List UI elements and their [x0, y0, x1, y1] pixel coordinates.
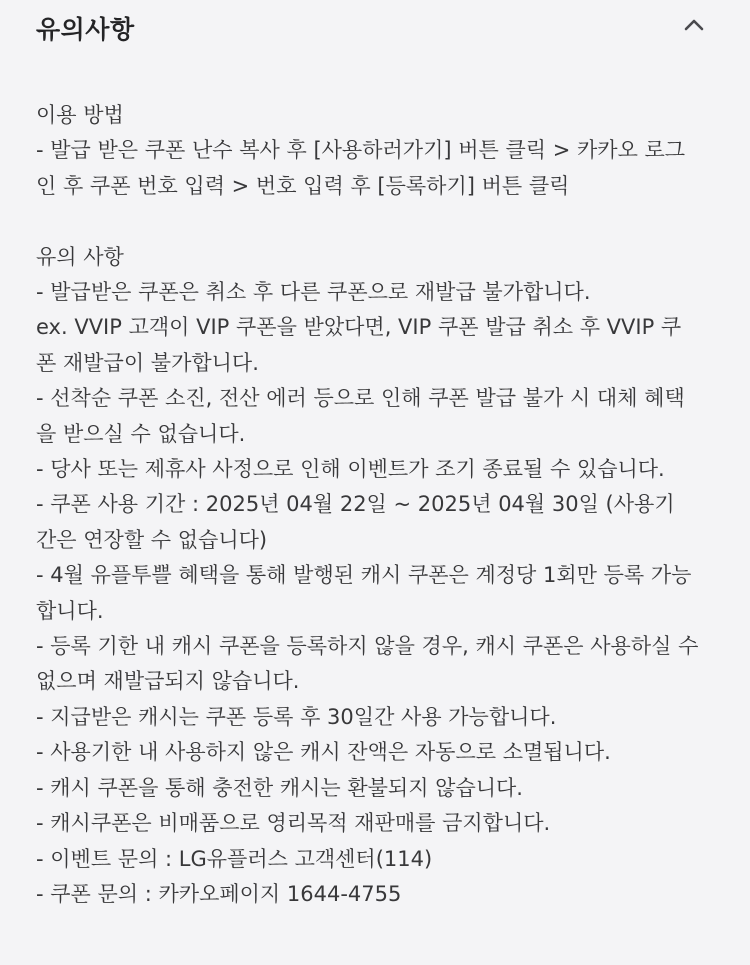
- usage-line: - 발급 받은 쿠폰 난수 복사 후 [사용하러가기] 버튼 클릭 > 카카오 로그: [36, 138, 686, 163]
- notice-line: 폰 재발급이 불가합니다.: [36, 350, 259, 375]
- notice-line: - 쿠폰 사용 기간 : 2025년 04월 22일 ~ 2025년 04월 30일 (사용기: [36, 492, 675, 517]
- notice-content: [36, 98, 716, 912]
- notice-line: 간은 연장할 수 없습니다): [36, 527, 268, 552]
- notice-header[interactable]: [0, 0, 750, 52]
- section-spacer: [36, 204, 716, 239]
- notice-line: - 쿠폰 문의 : 카카오페이지 1644-4755: [36, 881, 402, 906]
- notice-line: 없으며 재발급되지 않습니다.: [36, 669, 300, 694]
- notices-title: 유의 사항: [36, 244, 124, 269]
- notice-line: ex. VVIP 고객이 VIP 쿠폰을 받았다면, VIP 쿠폰 발급 취소 후 VVIP 쿠: [36, 315, 682, 340]
- notice-line: 을 받으실 수 없습니다.: [36, 421, 246, 446]
- notice-line: 합니다.: [36, 598, 104, 623]
- notice-line: - 4월 유플투쁠 혜택을 통해 발행된 캐시 쿠폰은 계정당 1회만 등록 가능: [36, 563, 692, 588]
- notice-line: - 사용기한 내 사용하지 않은 캐시 잔액은 자동으로 소멸됩니다.: [36, 740, 611, 765]
- chevron-up-icon: [676, 10, 712, 40]
- notices-section: [36, 240, 716, 913]
- notice-line: - 등록 기한 내 캐시 쿠폰을 등록하지 않을 경우, 캐시 쿠폰은 사용하실 수: [36, 634, 699, 659]
- notice-line: - 당사 또는 제휴사 사정으로 인해 이벤트가 조기 종료될 수 있습니다.: [36, 457, 665, 482]
- notice-title: 유의사항: [36, 15, 135, 44]
- notice-line: - 선착순 쿠폰 소진, 전산 에러 등으로 인해 쿠폰 발급 불가 시 대체 혜택: [36, 386, 685, 411]
- usage-section: [36, 98, 716, 204]
- notice-line: - 이벤트 문의 : LG유플러스 고객센터(114): [36, 846, 433, 871]
- notice-line: - 캐시쿠폰은 비매품으로 영리목적 재판매를 금지합니다.: [36, 811, 551, 836]
- usage-title: 이용 방법: [36, 103, 124, 127]
- notice-line: - 지급받은 캐시는 쿠폰 등록 후 30일간 사용 가능합니다.: [36, 704, 557, 729]
- usage-line: 인 후 쿠폰 번호 입력 > 번호 입력 후 [등록하기] 버튼 클릭: [36, 173, 570, 198]
- collapse-button[interactable]: [676, 10, 712, 40]
- notice-line: - 캐시 쿠폰을 통해 충전한 캐시는 환불되지 않습니다.: [36, 775, 523, 800]
- notice-line: - 발급받은 쿠폰은 취소 후 다른 쿠폰으로 재발급 불가합니다.: [36, 280, 591, 305]
